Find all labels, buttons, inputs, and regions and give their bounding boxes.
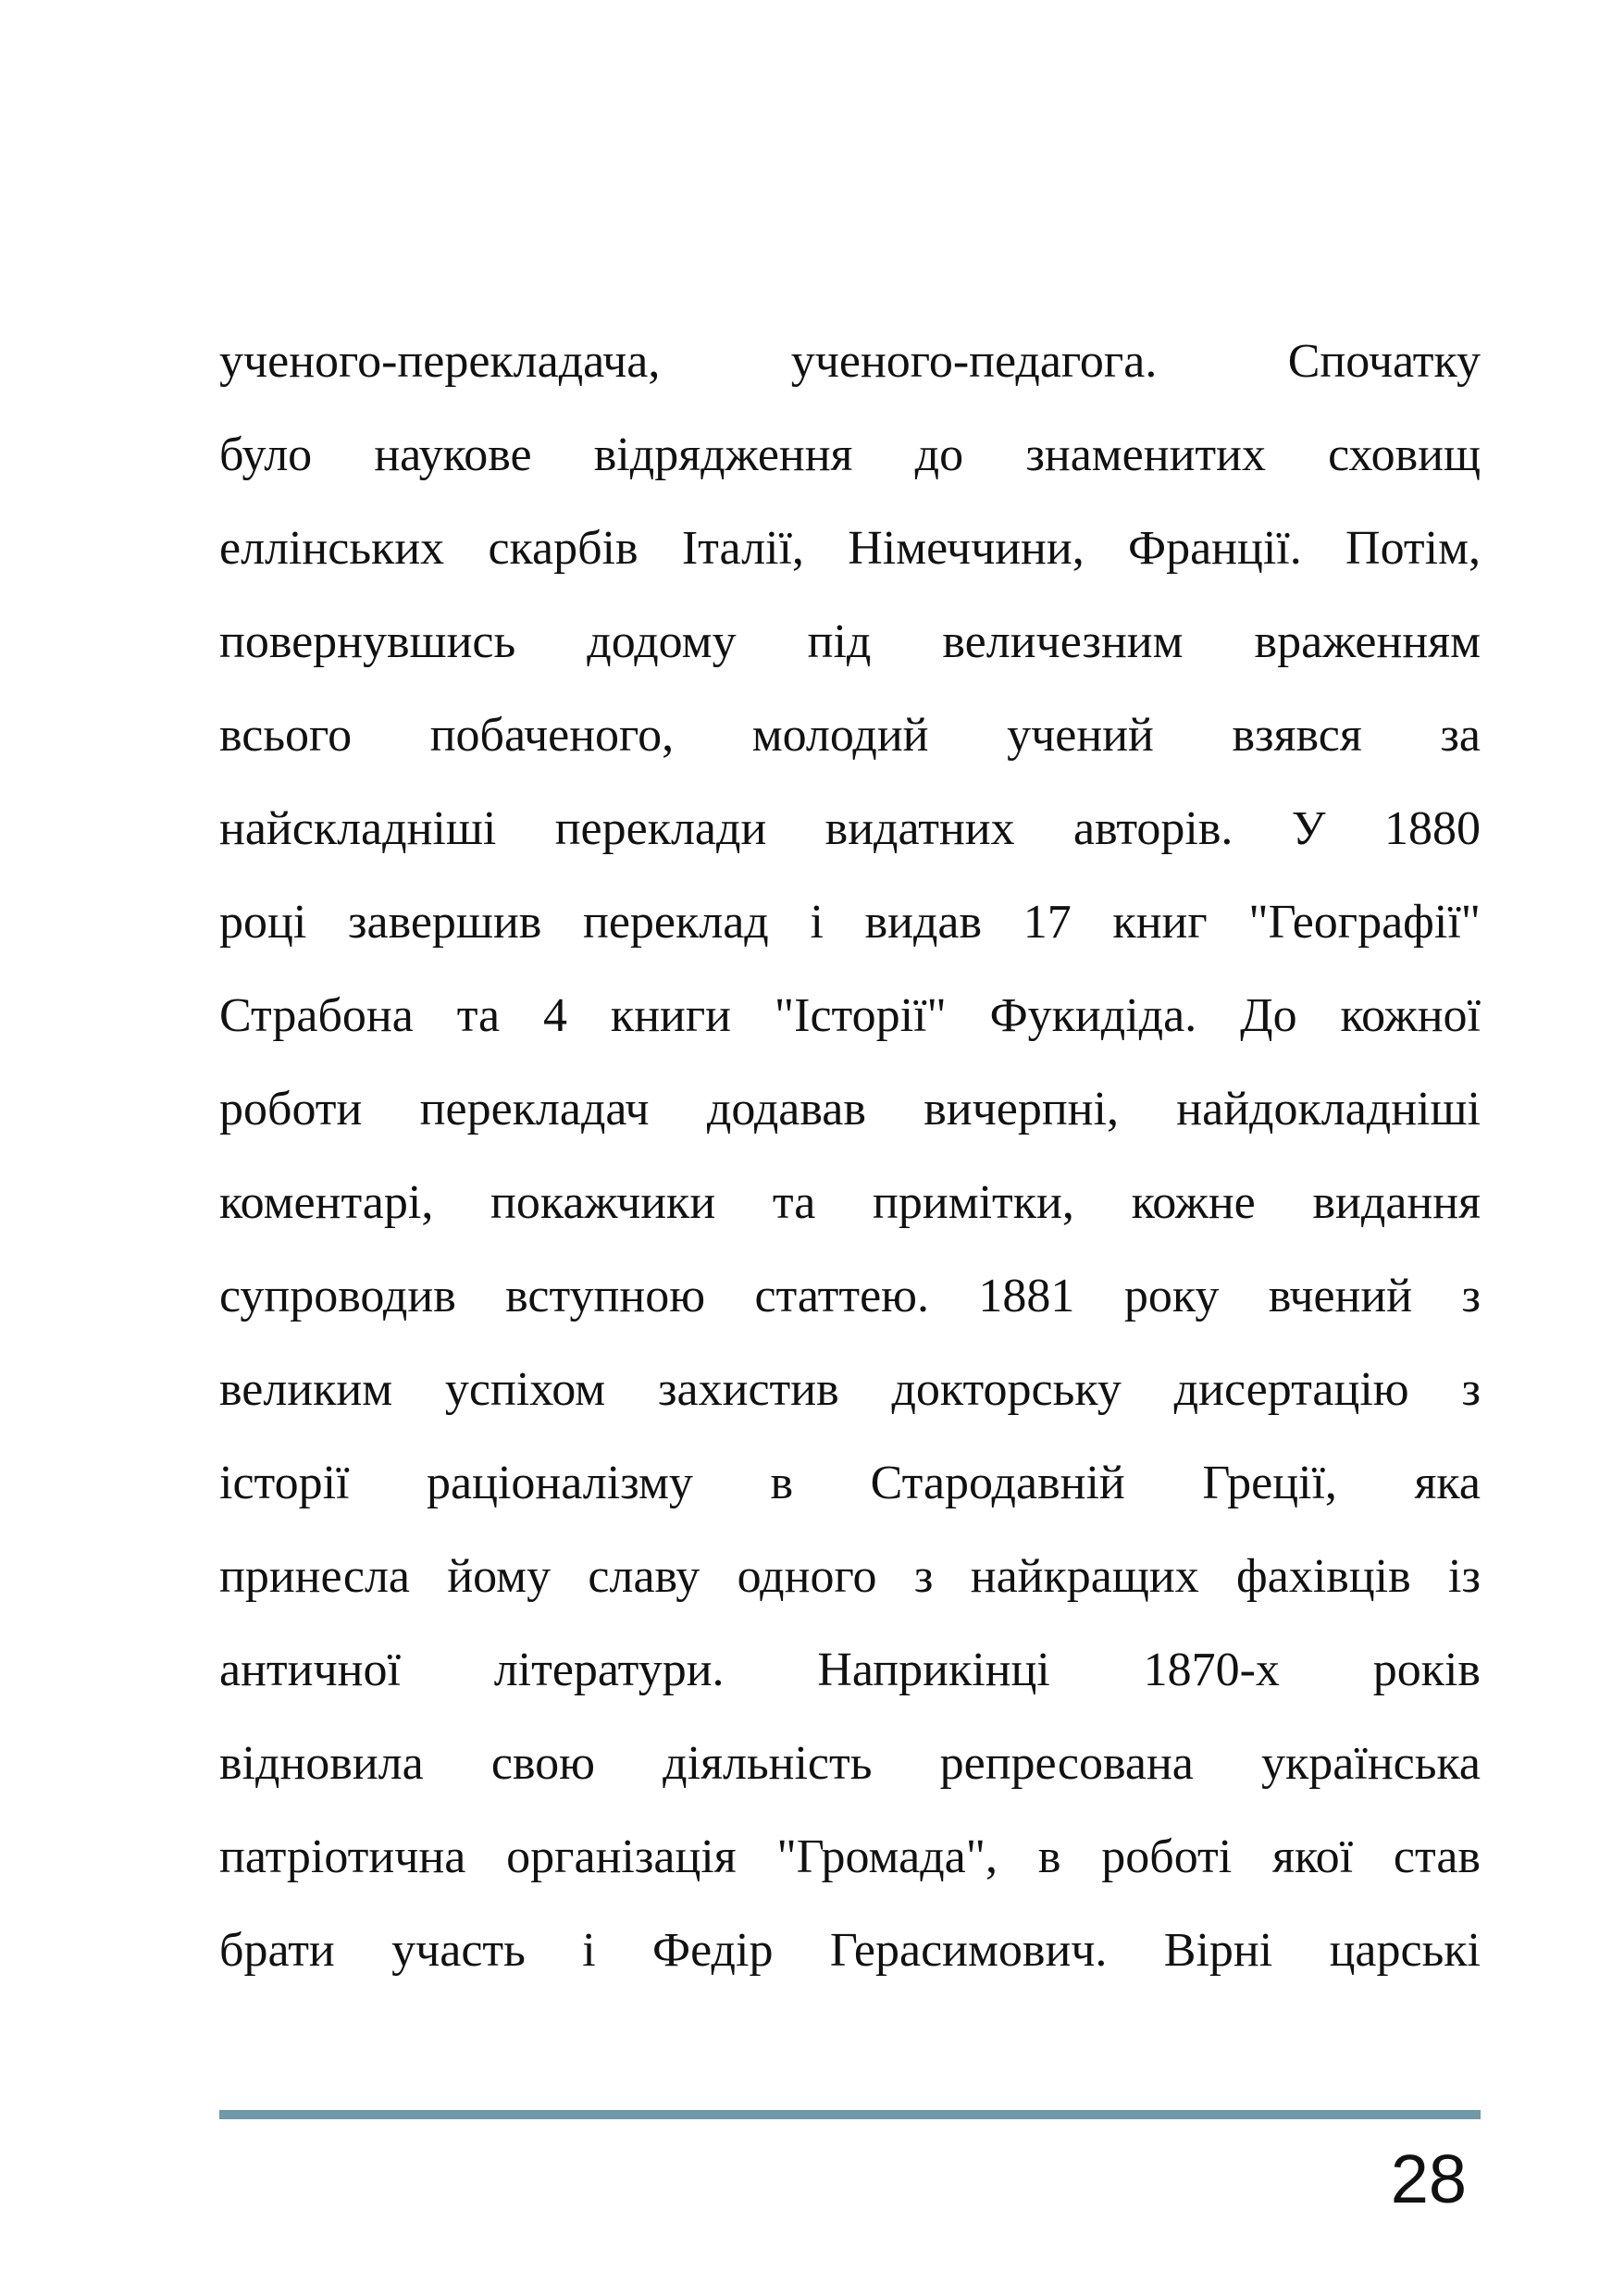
text-line: повернувшись додому під величезним враженням <box>219 615 1481 668</box>
text-line: всього побаченого, молодий учений взявся за <box>219 709 1481 762</box>
text-line: супроводив вступною статтею. 1881 року вчений з <box>219 1270 1481 1322</box>
footer-rule <box>219 2110 1481 2119</box>
text-line: ученого-перекладача, ученого-педагога. Спочатку <box>219 335 1481 388</box>
text-line: роботи перекладач додавав вичерпні, найдокладніші <box>219 1083 1481 1136</box>
text-line: принесла йому славу одного з найкращих фахівців із <box>219 1550 1481 1603</box>
text-line: було наукове відрядження до знаменитих сховищ <box>219 428 1481 481</box>
page-number: 28 <box>1390 2141 1467 2217</box>
text-line: відновила свою діяльність репресована українська <box>219 1737 1481 1790</box>
text-line: коментарі, покажчики та примітки, кожне видання <box>219 1176 1481 1229</box>
text-line: великим успіхом захистив докторську дисертацію з <box>219 1363 1481 1416</box>
text-line: році завершив переклад і видав 17 книг "Географії" <box>219 896 1481 949</box>
text-line: еллінських скарбів Італії, Німеччини, Франції. Потім, <box>219 522 1481 575</box>
body-text <box>219 315 1481 1997</box>
text-line: Страбона та 4 книги "Історії" Фукидіда. До кожної <box>219 989 1481 1042</box>
text-line: історії раціоналізму в Стародавній Греції, яка <box>219 1457 1481 1509</box>
text-line: брати участь і Федір Герасимович. Вірні царські <box>219 1924 1481 1977</box>
text-line: найскладніші переклади видатних авторів. У 1880 <box>219 802 1481 855</box>
text-line: античної літератури. Наприкінці 1870-х років <box>219 1644 1481 1696</box>
text-line: патріотична організація "Громада", в роботі якої став <box>219 1831 1481 1883</box>
